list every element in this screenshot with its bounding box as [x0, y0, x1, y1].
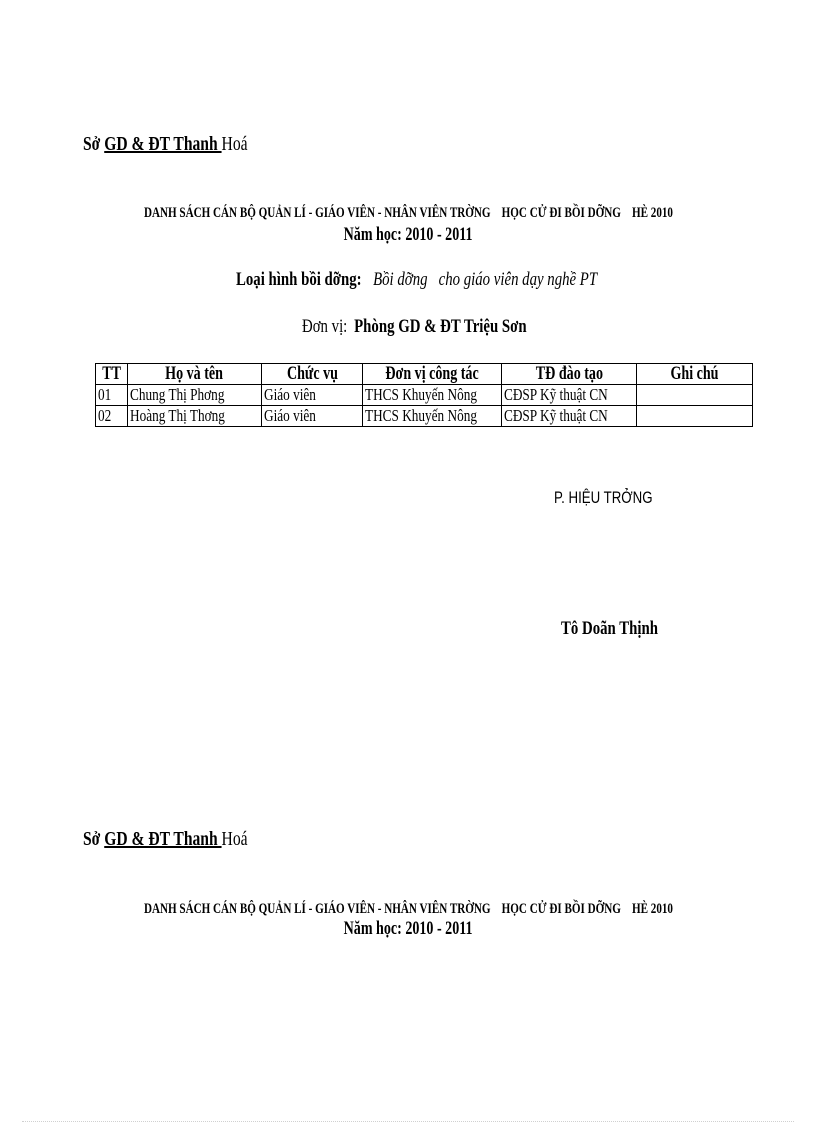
org-name: GD & ĐT Thanh — [104, 133, 222, 155]
org-header — [83, 133, 294, 156]
staff-table — [95, 363, 753, 427]
org-suffix: Hoá — [221, 133, 248, 155]
school-year: Năm học: 2010 - 2011 — [343, 224, 473, 245]
col-header-qualification: TĐ đào tạo — [502, 364, 637, 385]
cell-notes — [637, 406, 753, 427]
unit-value: Phòng GD & ĐT Triệu Sơn — [354, 316, 527, 337]
document-title: DANH SÁCH CÁN BỘ QUẢN LÍ - GIÁO VIÊN - NHÂN VIÊN TRỜNG HỌC CỬ ĐI BỒI DỠNG HÈ 2010 — [143, 205, 673, 221]
col-header-position: Chức vụ — [262, 364, 363, 385]
cell-qualification: CĐSP Kỹ thuật CN — [502, 385, 637, 406]
cell-workplace: THCS Khuyến Nông — [363, 406, 502, 427]
training-type — [236, 269, 699, 291]
org-name: GD & ĐT Thanh — [104, 828, 222, 850]
training-type-label: Loại hình bồi dỡng: — [236, 269, 362, 290]
cell-tt: 01 — [96, 385, 128, 406]
cell-position: Giáo viên — [262, 406, 363, 427]
col-header-tt: TT — [96, 364, 128, 385]
col-header-name: Họ và tên — [128, 364, 262, 385]
cell-name: Chung Thị Phơng — [128, 385, 262, 406]
unit-line — [302, 316, 590, 338]
document-title: DANH SÁCH CÁN BỘ QUẢN LÍ - GIÁO VIÊN - NHÂN VIÊN TRỜNG HỌC CỬ ĐI BỒI DỠNG HÈ 2010 — [143, 901, 673, 917]
table-row — [96, 385, 753, 406]
org-prefix: Sở — [83, 828, 105, 850]
unit-label: Đơn vị: — [302, 316, 348, 337]
col-header-notes: Ghi chú — [637, 364, 753, 385]
signature-name: Tô Doãn Thịnh — [561, 618, 658, 639]
table-header-row — [96, 364, 753, 385]
cell-workplace: THCS Khuyến Nông — [363, 385, 502, 406]
cell-notes — [637, 385, 753, 406]
org-suffix: Hoá — [221, 828, 248, 850]
school-year: Năm học: 2010 - 2011 — [343, 918, 473, 939]
cell-tt: 02 — [96, 406, 128, 427]
cell-qualification: CĐSP Kỹ thuật CN — [502, 406, 637, 427]
org-prefix: Sở — [83, 133, 105, 155]
table-row — [96, 406, 753, 427]
cell-name: Hoàng Thị Thơng — [128, 406, 262, 427]
signature-role: P. HIỆU TRỞNG — [554, 488, 653, 507]
org-header — [83, 828, 294, 851]
training-type-value: Bồi dỡng cho giáo viên dạy nghề PT — [373, 269, 598, 290]
cell-position: Giáo viên — [262, 385, 363, 406]
col-header-workplace: Đơn vị công tác — [363, 364, 502, 385]
